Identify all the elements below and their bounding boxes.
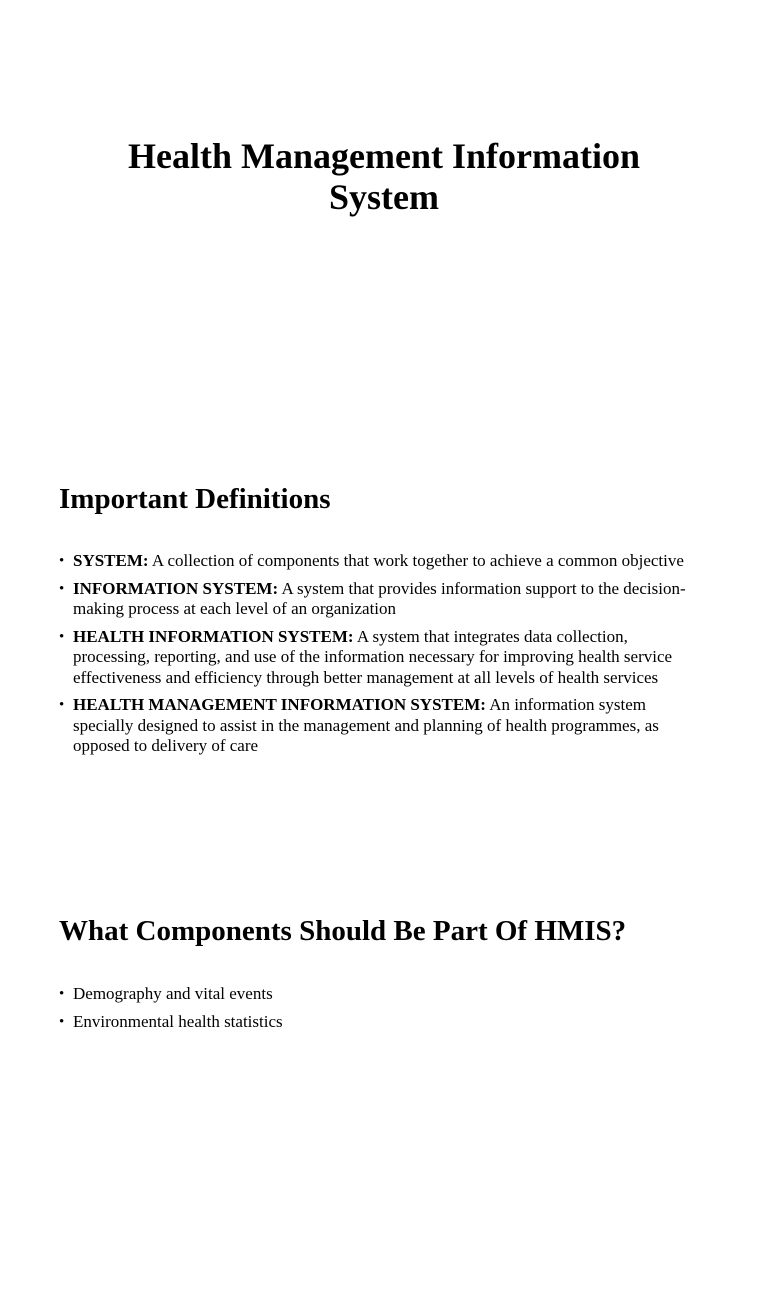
- definitions-list: [59, 551, 709, 764]
- bullet-icon: •: [59, 1013, 65, 1030]
- component-text: Environmental health statistics: [73, 1011, 283, 1031]
- definition-text: A collection of components that work together to achieve a common objective: [151, 551, 684, 570]
- component-text: Demography and vital events: [73, 984, 273, 1003]
- definition-item-information-system: [59, 579, 709, 620]
- definition-text: A system that integrates data collection, processing, reporting, and use of the information necessary for improving health service effectiveness and efficiency through better management at all levels of health services: [73, 626, 673, 687]
- definition-term: SYSTEM:: [73, 551, 149, 570]
- title-line-1: Health Management Information: [128, 136, 640, 176]
- component-item: [59, 984, 709, 1005]
- definition-term: HEALTH INFORMATION SYSTEM:: [73, 626, 354, 646]
- bullet-icon: •: [59, 580, 65, 597]
- slide-title: [0, 0, 768, 434]
- slide-title-heading: [0, 136, 768, 218]
- bullet-icon: •: [59, 628, 65, 645]
- definition-item-system: [59, 551, 709, 572]
- component-item: [59, 1012, 709, 1033]
- bullet-icon: •: [59, 986, 65, 1002]
- bullet-icon: •: [59, 553, 65, 569]
- definition-term: HEALTH MANAGEMENT INFORMATION SYSTEM:: [73, 695, 486, 714]
- bullet-icon: •: [59, 697, 65, 713]
- title-line-2: System: [329, 177, 439, 217]
- definition-item-hmis: [59, 695, 709, 757]
- components-list: [59, 984, 709, 1039]
- slide-hmis-components: [0, 868, 768, 1302]
- definition-item-health-information-system: [59, 627, 709, 689]
- slide-important-definitions: [0, 434, 768, 868]
- definition-text: An information system specially designed to assist in the management and planning of health programmes, as opposed to delivery of care: [73, 695, 659, 755]
- components-heading: What Components Should Be Part Of HMIS?: [59, 915, 627, 947]
- definition-term: INFORMATION SYSTEM:: [73, 578, 279, 598]
- definitions-heading: Important Definitions: [59, 483, 331, 515]
- definition-text: A system that provides information support to the decision-making process at each level of an organization: [73, 578, 686, 618]
